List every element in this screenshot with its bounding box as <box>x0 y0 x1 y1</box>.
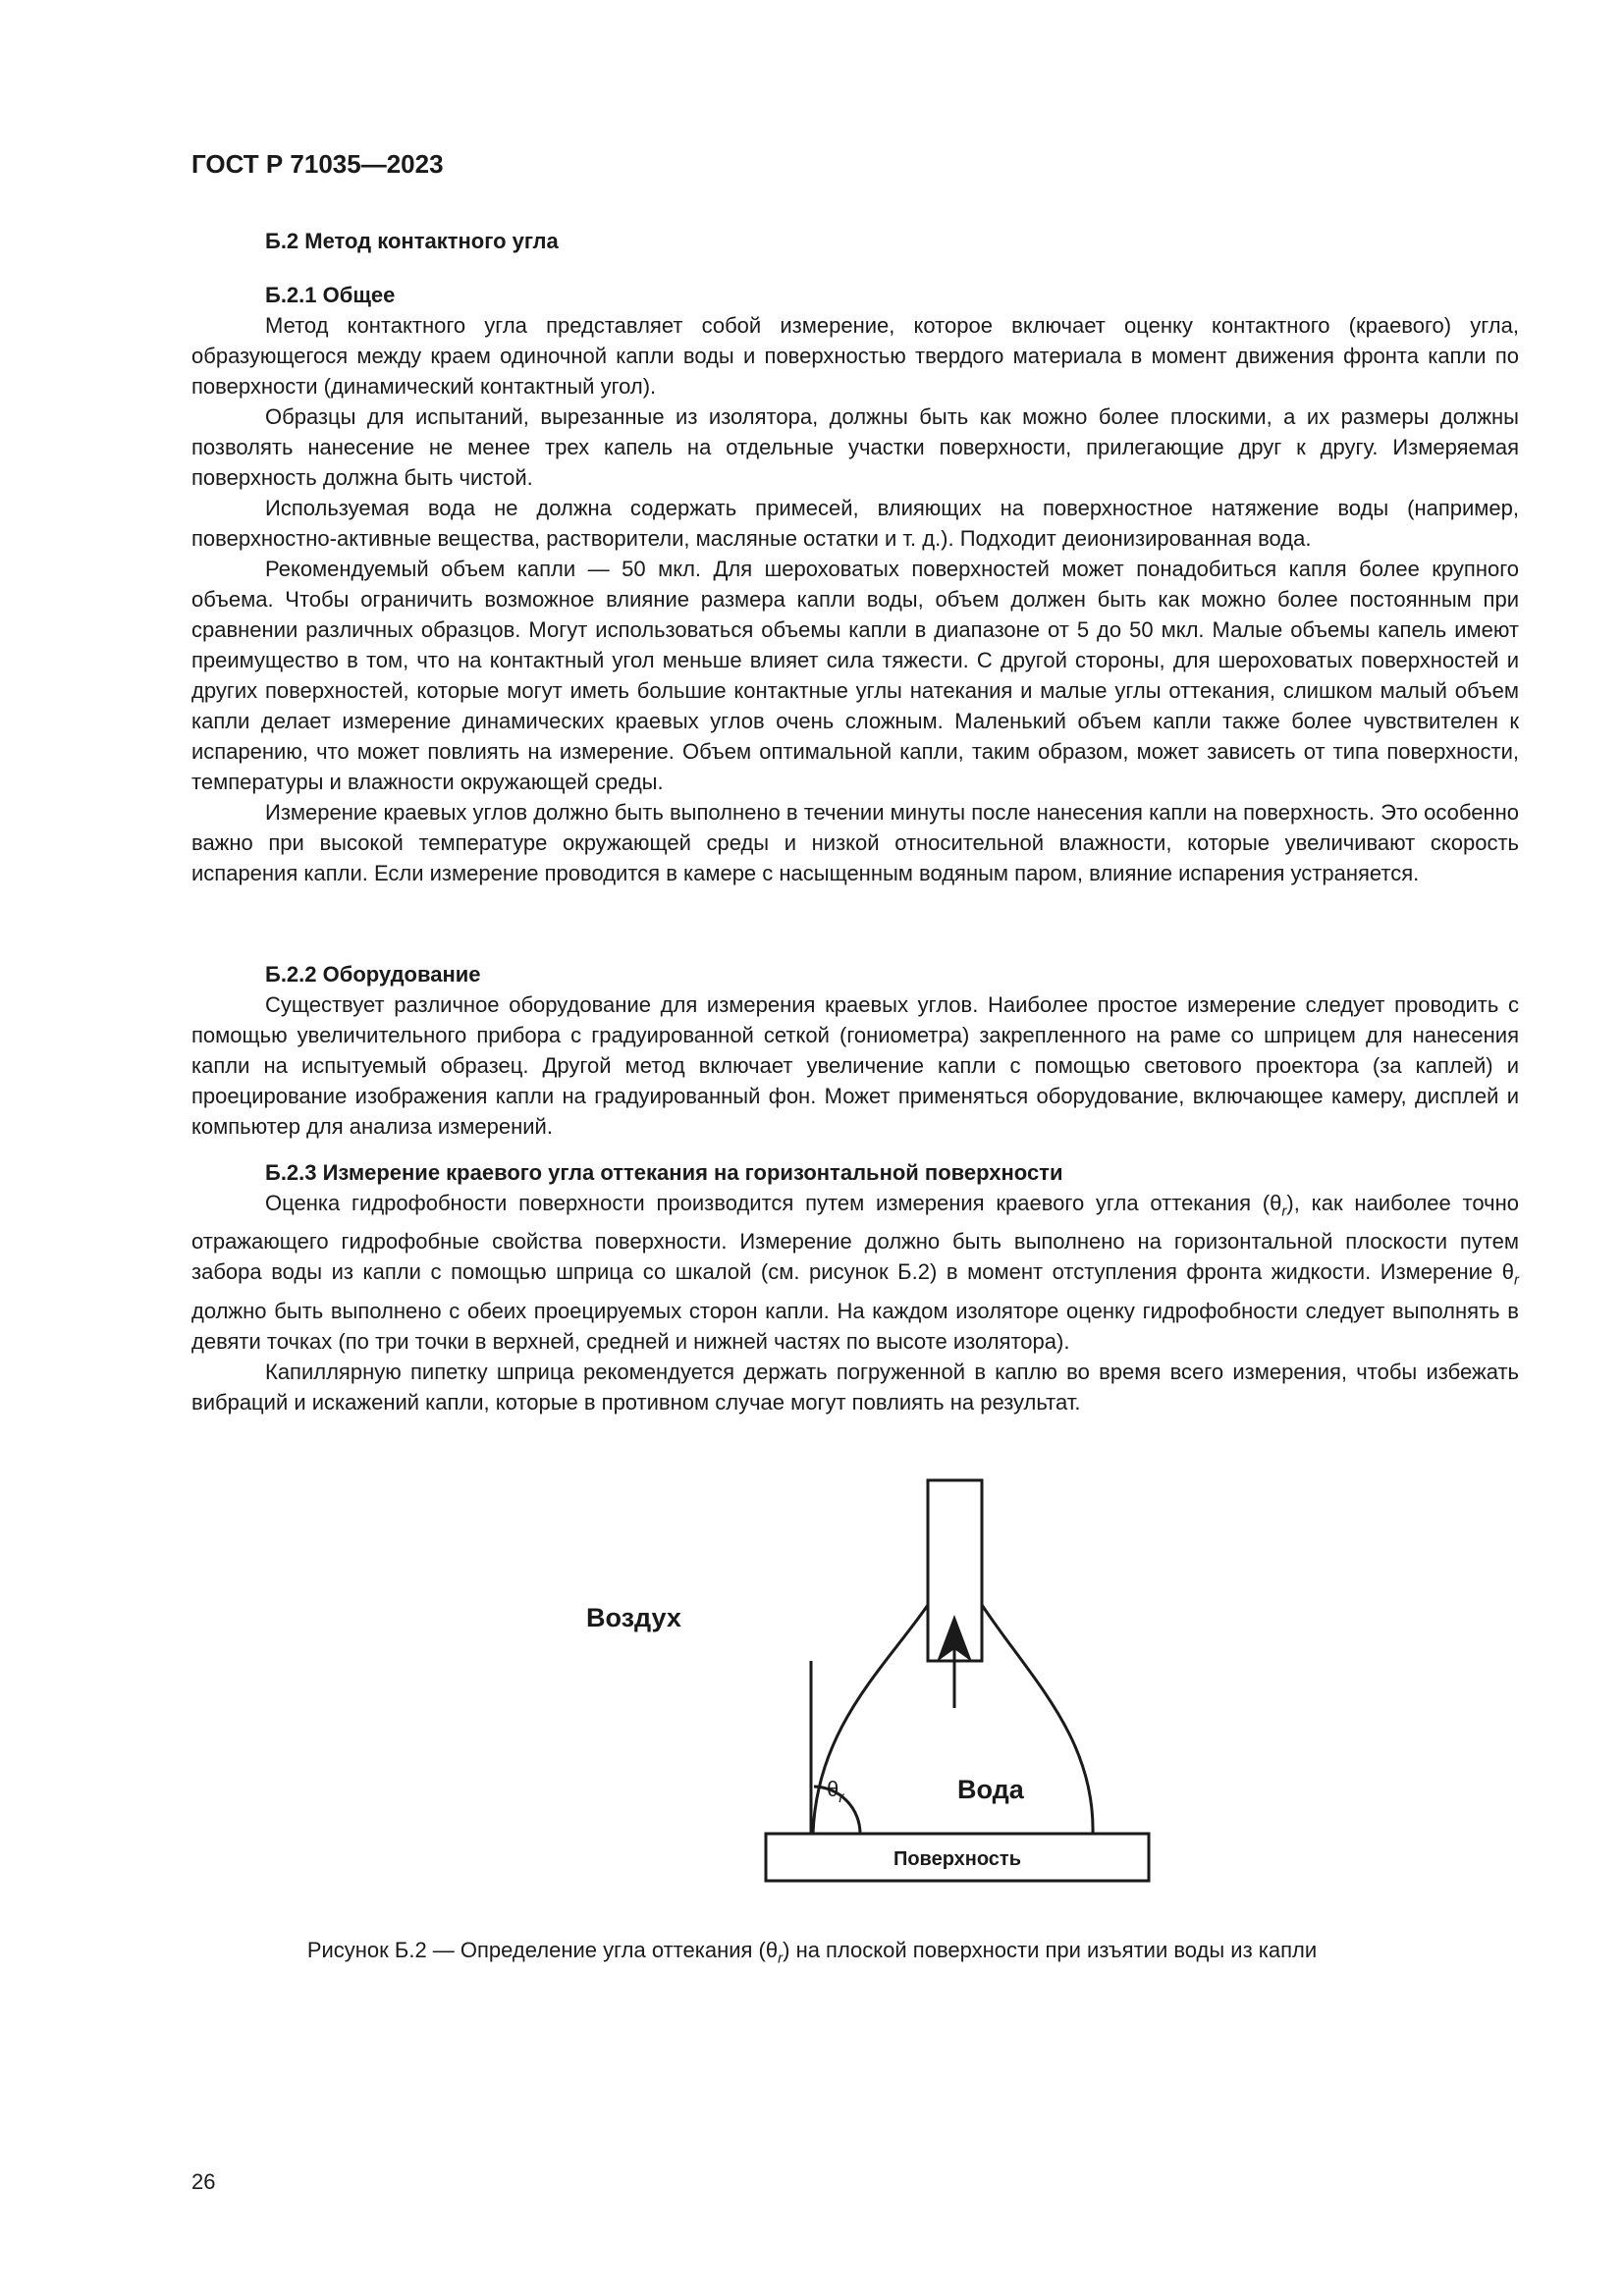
theta-subscript: r <box>839 1789 844 1806</box>
section-b23-title: Б.2.3 Измерение краевого угла оттекания на горизонтальной поверхности <box>265 1160 1063 1185</box>
theta-symbol <box>765 1938 784 1967</box>
label-theta <box>827 1777 844 1806</box>
document-id-header: ГОСТ Р 71035—2023 <box>191 149 444 179</box>
theta-subscript: r <box>1281 1202 1287 1220</box>
section-title: Б.2 Метод контактного угла <box>265 229 559 253</box>
figure-caption <box>0 1938 1624 1966</box>
page-number: 26 <box>191 2169 216 2194</box>
label-air: Воздух <box>586 1603 681 1632</box>
label-surface: Поверхность <box>893 1848 1022 1870</box>
paragraph: Существует различное оборудование для измерения краевых углов. Наиболее простое измерение следует проводить с помощью увеличительного прибора с градуированной сеткой (гониометра) закрепленного на раме со шприцем для нанесения капли на испытуемый образец. Другой метод включает увеличение капли с помощью светового проектора (за каплей) и проецирование изображения капли на градуированный фон. Может применяться оборудование, включающее камеру, дисплей и компьютер для анализа измерений. <box>191 992 1519 1139</box>
paragraph: Образцы для испытаний, вырезанные из изолятора, должны быть как можно более плоскими, а их размеры должны позволять нанесение не менее трех капель на отдельные участки поверхности, прилегающие друг к другу. Измеряемая поверхность должна быть чистой. <box>191 404 1519 490</box>
paragraph: Метод контактного угла представляет собой измерение, которое включает оценку контактного (краевого) угла, образующегося между краем одиночной капли воды и поверхностью твердого материала в момент движения фронта капли по поверхности (динамический контактный угол). <box>191 313 1519 399</box>
theta: θ <box>765 1938 779 1962</box>
text: должно быть выполнено с обеих проецируемых сторон капли. На каждом изоляторе оценку гидрофобности следует выполнять в девяти точках (по три точки в верхней, средней и нижней частях по высоте изолятора). <box>191 1298 1519 1354</box>
theta-subscript: r <box>778 1949 784 1967</box>
paragraph: Используемая вода не должна содержать примесей, влияющих на поверхностное натяжение воды (например, поверхностно-активные вещества, растворители, масляные остатки и т. д.). Подходит деионизированная вода. <box>191 496 1519 551</box>
caption-text: ) на плоской поверхности при изъятии воды из капли <box>783 1938 1318 1962</box>
section-b22-title: Б.2.2 Оборудование <box>265 962 481 987</box>
paragraph: Капиллярную пипетку шприца рекомендуется держать погруженной в каплю во время всего измерения, чтобы избежать вибраций и искажений капли, которые в противном случае могут повлиять на результат. <box>191 1359 1519 1415</box>
paragraph: Измерение краевых углов должно быть выполнено в течении минуты после нанесения капли на поверхность. Это особенно важно при высокой температуре окружающей среды и низкой относительной влажности, которые увеличивают скорость испарения капли. Если измерение проводится в камере с насыщенным водяным паром, влияние испарения устраняется. <box>191 800 1519 885</box>
section-b21-title: Б.2.1 Общее <box>265 283 396 307</box>
theta: θ <box>1270 1191 1282 1215</box>
caption-text: Рисунок Б.2 — Определение угла оттекания ( <box>306 1938 766 1962</box>
theta: θ <box>1501 1259 1514 1285</box>
label-water: Вода <box>957 1775 1024 1804</box>
paragraph: Рекомендуемый объем капли — 50 мкл. Для шероховатых поверхностей может понадобиться капля более крупного объема. Чтобы ограничить возможное влияние размера капли воды, объем должен быть как можно более постоянным при сравнении различных образцов. Могут использоваться объемы капли в диапазоне от 5 до 50 мкл. Малые объемы капель имеют преимущество в том, что на контактный угол меньше влияет сила тяжести. С другой стороны, для шероховатых поверхностей и других поверхностей, которые могут иметь большие контактные углы натекания и малые углы оттекания, слишком малый объем капли делает измерение динамических краевых углов очень сложным. Маленький объем капли также более чувствителен к испарению, что может повлиять на измерение. Объем оптимальной капли, таким образом, может зависеть от типа поверхности, температуры и влажности окружающей среды. <box>191 557 1519 794</box>
theta-subscript: r <box>1514 1271 1519 1289</box>
text: Оценка гидрофобности поверхности производится путем измерения краевого угла оттекания ( <box>265 1191 1271 1215</box>
text: ), как наиболее точно отражающего гидрофобные свойства поверхности. Измерение должно быть выполнено на горизонтальной плоскости путем забора воды из капли с помощью шприца со шкалой (см. рисунок Б.2) в момент отступления фронта жидкости. Измерение <box>191 1191 1519 1285</box>
theta: θ <box>827 1777 839 1801</box>
